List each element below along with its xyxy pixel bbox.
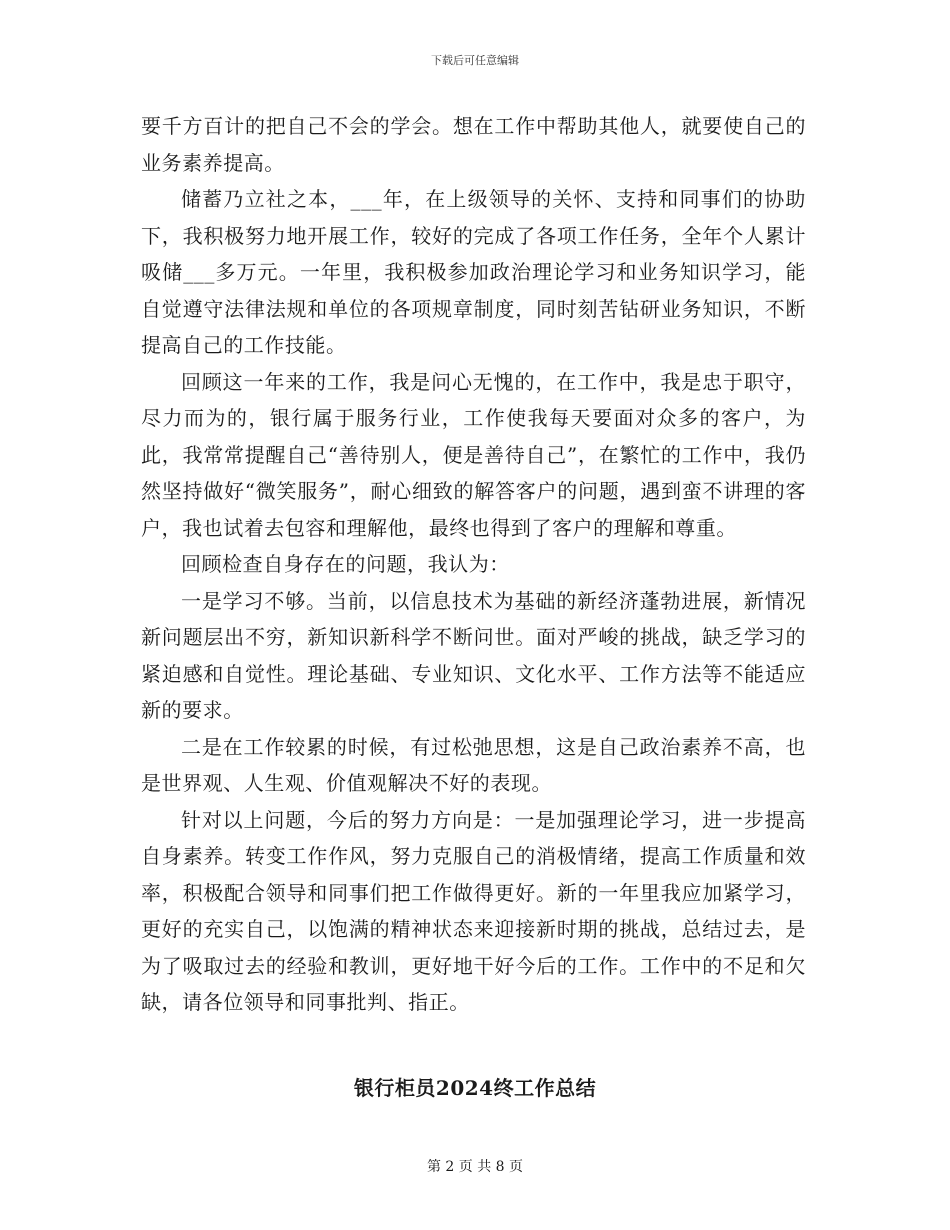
paragraph-continuation: 要千方百计的把自己不会的学会。想在工作中帮助其他人，就要使自己的业务素养提高。 bbox=[141, 114, 806, 175]
document-body bbox=[141, 108, 806, 1021]
paragraph-review: 回顾这一年来的工作，我是问心无愧的，在工作中，我是忠于职守，尽力而为的，银行属于服务行业，工作使我每天要面对众多的客户，为此，我常常提醒自己“善待别人，便是善待自己”，在繁忙的工作中，我仍然坚持做好“微笑服务”，耐心细致的解答客户的问题，遇到蛮不讲理的客户，我也试着去包容和理解他，最终也得到了客户的理解和尊重。 bbox=[141, 369, 806, 540]
page-header: 下载后可任意编辑 bbox=[431, 54, 519, 67]
paragraph-problems-intro: 回顾检查自身存在的问题，我认为： bbox=[181, 552, 510, 576]
page-number: 第 2 页 共 8 页 bbox=[426, 1159, 524, 1175]
paragraph-direction: 针对以上问题，今后的努力方向是：一是加强理论学习，进一步提高自身素养。转变工作作风，努力克服自己的消极情绪，提高工作质量和效率，积极配合领导和同事们把工作做得更好。新的一年里我应加紧学习，更好的充实自己，以饱满的精神状态来迎接新时期的挑战，总结过去，是为了吸取过去的经验和教训，更好地干好今后的工作。工作中的不足和欠缺，请各位领导和同事批判、指正。 bbox=[141, 807, 806, 1014]
paragraph-savings: 储蓄乃立社之本，___年，在上级领导的关怀、支持和同事们的协助下，我积极努力地开展工作，较好的完成了各项工作任务，全年个人累计吸储___多万元。一年里，我积极参加政治理论学习和业务知识学习，能自觉遵守法律法规和单位的各项规章制度，同时刻苦钻研业务知识，不断提高自己的工作技能。 bbox=[141, 187, 806, 357]
paragraph-problem-two: 二是在工作较累的时候，有过松弛思想，这是自己政治素养不高，也是世界观、人生观、价值观解决不好的表现。 bbox=[141, 734, 806, 795]
paragraph-problem-one: 一是学习不够。当前，以信息技术为基础的新经济蓬勃进展，新情况新问题层出不穷，新知识新科学不断问世。面对严峻的挑战，缺乏学习的紧迫感和自觉性。理论基础、专业知识、文化水平、工作方法等不能适应新的要求。 bbox=[141, 588, 806, 722]
section-title: 银行柜员2024终工作总结 bbox=[353, 1076, 597, 1100]
